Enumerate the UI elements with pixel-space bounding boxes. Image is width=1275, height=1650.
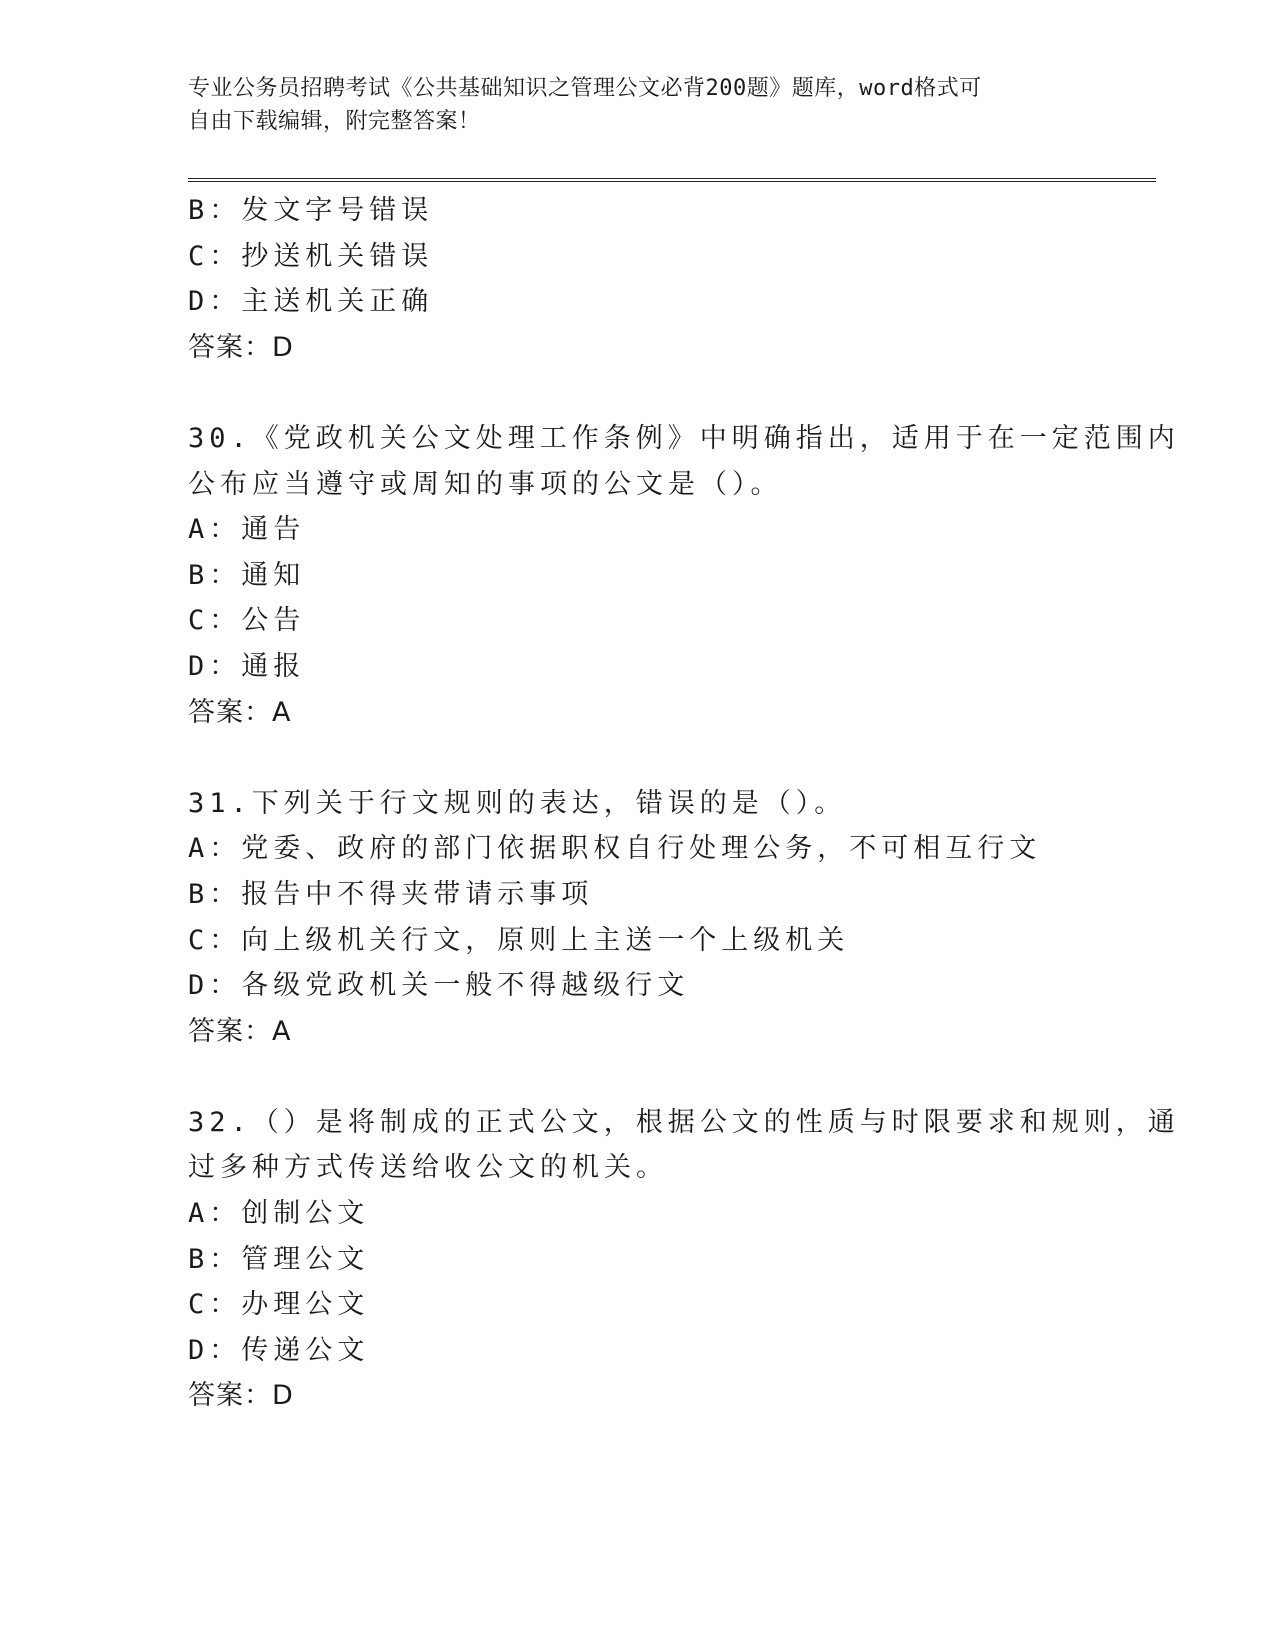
question-stem-continued: 公布应当遵守或周知的事项的公文是（）。 [188, 468, 783, 500]
answer-value: A [272, 696, 292, 728]
answer-value: D [272, 331, 294, 363]
document-header [188, 72, 1088, 138]
question-block-31 [188, 781, 1088, 1055]
option-b: B：通知 [188, 559, 306, 591]
option-c: C：向上级机关行文，原则上主送一个上级机关 [188, 924, 850, 956]
header-divider [188, 178, 1156, 182]
question-stem-continued: 过多种方式传送给收公文的机关。 [188, 1152, 668, 1184]
option-b: B：报告中不得夹带请示事项 [188, 878, 594, 910]
question-block-32 [188, 1100, 1180, 1419]
option-b: B：发文字号错误 [188, 195, 434, 226]
option-d: D：通报 [188, 650, 306, 682]
question-stem: 30.《党政机关公文处理工作条例》中明确指出，适用于在一定范围内 [188, 422, 1180, 454]
answer-line: 答案：D [188, 1380, 294, 1412]
option-a: A：通告 [188, 514, 306, 546]
answer-line: 答案：A [188, 1015, 292, 1047]
answer-line: 答案：D [188, 331, 294, 363]
question-stem: 32.（）是将制成的正式公文，根据公文的性质与时限要求和规则，通 [188, 1106, 1180, 1138]
option-b: B：管理公文 [188, 1243, 370, 1275]
answer-value: D [272, 1380, 294, 1412]
option-c: C：公告 [188, 605, 306, 637]
option-d: D：各级党政机关一般不得越级行文 [188, 970, 690, 1002]
option-a: A：创制公文 [188, 1198, 370, 1230]
header-line-1: 专业公务员招聘考试《公共基础知识之管理公文必背200题》题库，word格式可 [188, 76, 982, 101]
answer-value: A [272, 1015, 292, 1047]
answer-line: 答案：A [188, 696, 292, 728]
option-d: D：传递公文 [188, 1334, 370, 1366]
option-d: D：主送机关正确 [188, 286, 434, 318]
question-block-30 [188, 416, 1180, 735]
option-a: A：党委、政府的部门依据职权自行处理公务，不可相互行文 [188, 833, 1042, 865]
option-c: C：抄送机关错误 [188, 240, 434, 272]
option-c: C：办理公文 [188, 1289, 370, 1321]
header-line-2: 自由下载编辑，附完整答案！ [188, 109, 481, 134]
question-block-29 [188, 188, 1088, 370]
question-stem: 31.下列关于行文规则的表达，错误的是（）。 [188, 787, 847, 819]
question-list [188, 188, 1180, 1419]
